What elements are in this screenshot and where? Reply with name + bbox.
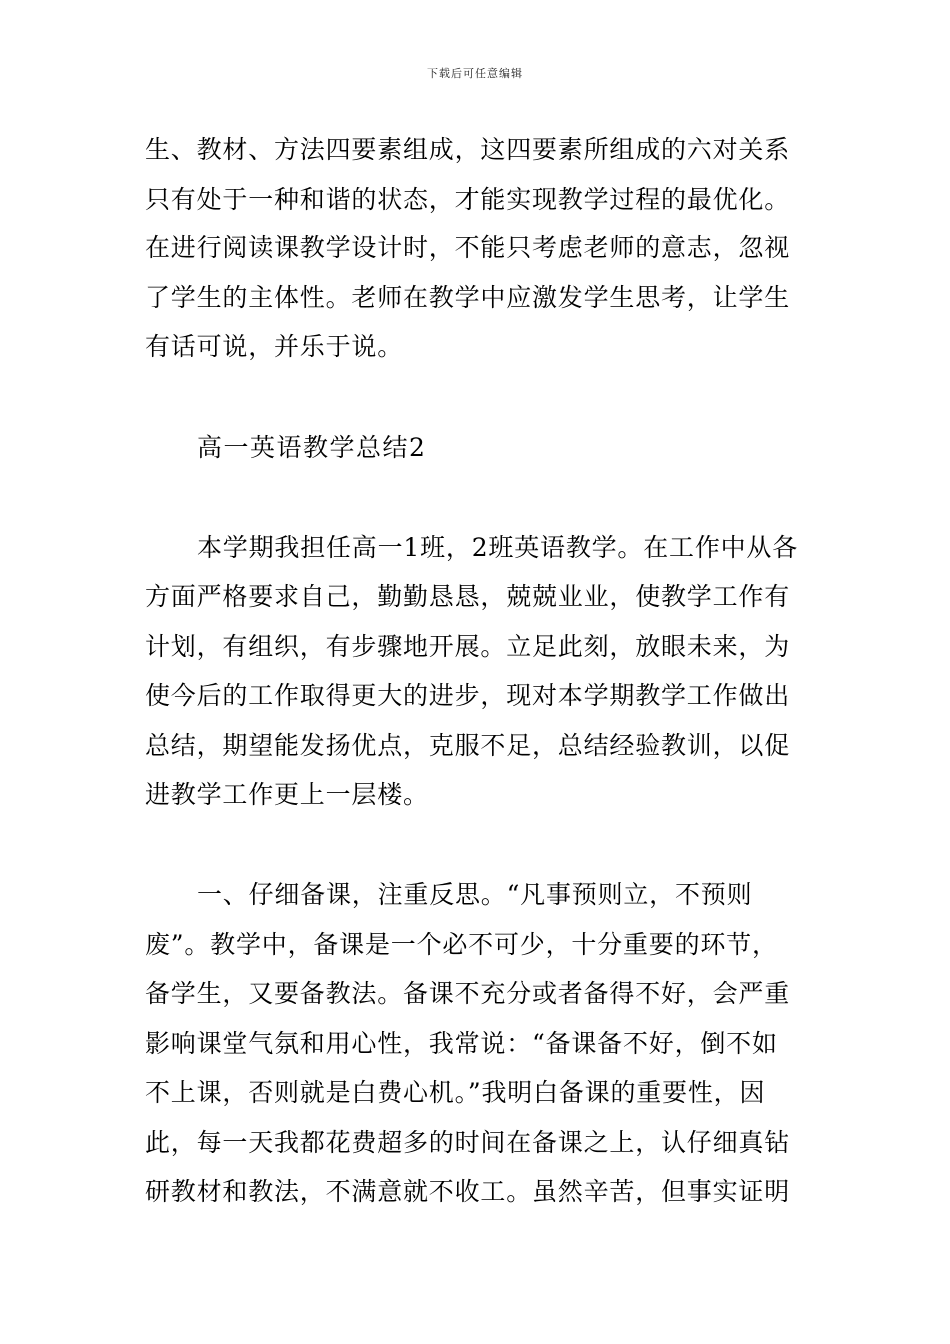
page-header: 下载后可任意编辑 <box>427 67 523 80</box>
text-line: 影响课堂气氛和用心性，我常说：“备课备不好，倒不如 <box>145 1029 778 1058</box>
text-line: 一、仔细备课，注重反思。“凡事预则立，不预则 <box>197 880 753 909</box>
text-line: 废”。教学中，备课是一个必不可少，十分重要的环节， <box>145 930 778 959</box>
text-line: 此，每一天我都花费超多的时间在备课之上，认仔细真钻 <box>145 1128 791 1157</box>
text-line: 方面严格要求自己，勤勤恳恳，兢兢业业，使教学工作有 <box>145 582 791 611</box>
text-line: 了学生的主体性。老师在教学中应激发学生思考，让学生 <box>145 283 791 312</box>
text-line: 只有处于一种和谐的状态，才能实现教学过程的最优化。 <box>145 185 791 214</box>
text-line: 有话可说，并乐于说。 <box>145 332 404 361</box>
text-line: 使今后的工作取得更大的进步，现对本学期教学工作做出 <box>145 681 791 710</box>
text-line: 本学期我担任高一1班，2班英语教学。在工作中从各 <box>197 533 799 562</box>
section-heading: 高一英语教学总结2 <box>197 433 427 462</box>
text-line: 总结，期望能发扬优点，克服不足，总结经验教训，以促 <box>145 731 791 760</box>
text-line: 不上课，否则就是白费心机。”我明白备课的重要性，因 <box>145 1078 766 1107</box>
text-line: 在进行阅读课教学设计时，不能只考虑老师的意志，忽视 <box>145 233 791 262</box>
text-line: 计划，有组织，有步骤地开展。立足此刻，放眼未来，为 <box>145 632 791 661</box>
text-line: 生、教材、方法四要素组成，这四要素所组成的六对关系 <box>145 135 791 164</box>
text-line: 研教材和教法，不满意就不收工。虽然辛苦，但事实证明 <box>145 1177 791 1206</box>
text-line: 进教学工作更上一层楼。 <box>145 780 429 809</box>
text-line: 备学生，又要备教法。备课不充分或者备得不好，会严重 <box>145 979 791 1008</box>
